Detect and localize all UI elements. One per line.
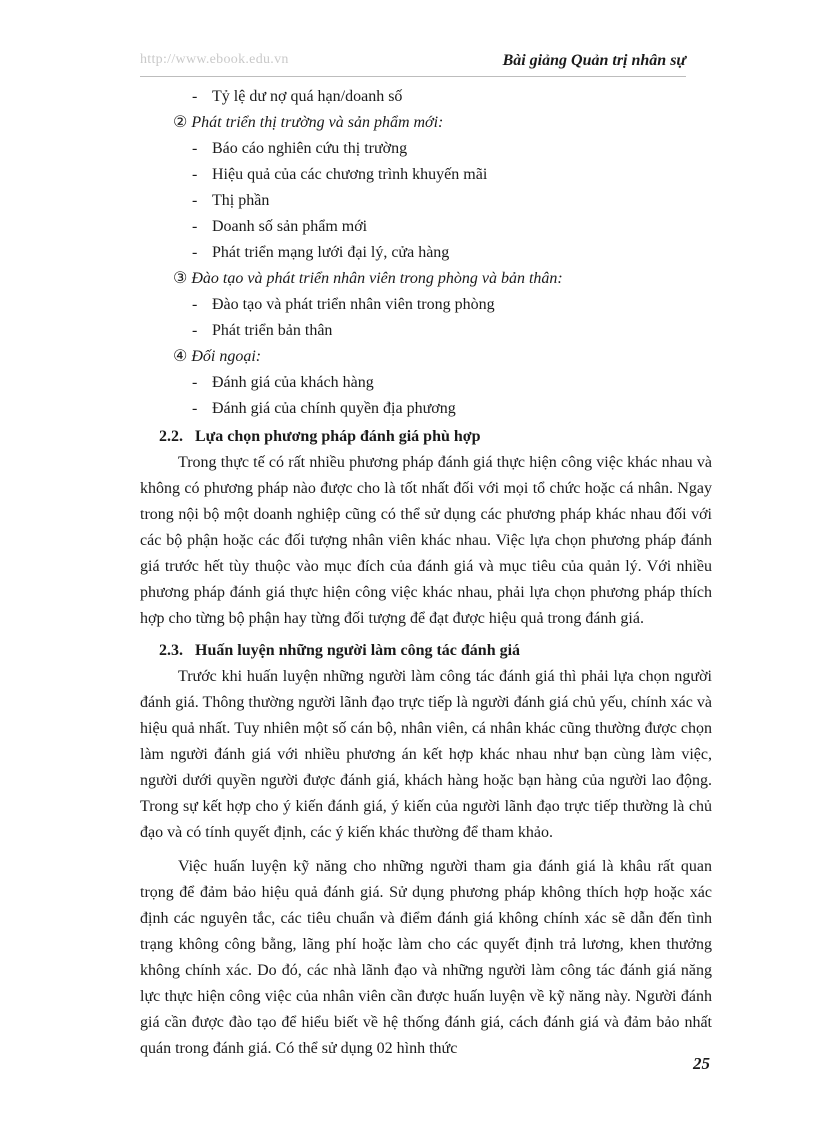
group-title: ② Phát triển thị trường và sản phẩm mới: [173,114,444,131]
list-item: - Tỷ lệ dư nợ quá hạn/doanh số [192,88,403,105]
list-item: - Đánh giá của chính quyền địa phương [192,400,456,417]
header-divider [140,76,686,77]
list-item: - Hiệu quả của các chương trình khuyến mãi [192,166,488,183]
paragraph: Trong thực tế có rất nhiều phương pháp đánh giá thực hiện công việc khác nhau và không có phương pháp nào được cho là tốt nhất đối với mọi tổ chức hoặc cá nhân. Ngay trong nội bộ một doanh nghiệp cũng có thể sử dụng các phương pháp khác nhau đối với các bộ phận hoặc các đối tượng nhân viên khác nhau. Việc lựa chọn phương pháp đánh giá trước hết tùy thuộc vào mục đích của đánh giá và mục tiêu của quản lý. Với nhiều phương pháp đánh giá thực hiện công việc khác nhau, phải lựa chọn phương pháp thích hợp cho từng bộ phận hay từng đối tượng để đạt được hiệu quả trong đánh giá. [140,454,712,627]
list-item: - Phát triển bản thân [192,322,333,339]
group-title: ④ Đối ngoại: [173,348,262,365]
header-watermark-url: http://www.ebook.edu.vn [140,52,289,67]
header-title: Bài giảng Quản trị nhân sự [502,52,686,69]
section-heading-2-3: 2.3. Huấn luyện những người làm công tác đánh giá [159,642,521,659]
list-item: - Báo cáo nghiên cứu thị trường [192,140,408,157]
section-heading-2-2: 2.2. Lựa chọn phương pháp đánh giá phù hợp [159,428,481,445]
paragraph: Trước khi huấn luyện những người làm công tác đánh giá thì phải lựa chọn người đánh giá. Thông thường người lãnh đạo trực tiếp là người đánh giá chủ yếu, chính xác và hiệu quả nhất. Tuy nhiên một số cán bộ, nhân viên, cá nhân khác cũng thường được chọn làm người đánh giá với nhiều phương án kết hợp khác nhau như bạn cùng làm việc, người dưới quyền người được đánh giá, khách hàng hoặc bạn hàng của người lao động. Trong sự kết hợp cho ý kiến đánh giá, ý kiến của người lãnh đạo trực tiếp thường là chủ đạo và có tính quyết định, các ý kiến khác thường để tham khảo. [140,668,712,841]
list-item: - Đánh giá của khách hàng [192,374,374,391]
page-number: 25 [693,1054,710,1073]
list-item: - Phát triển mạng lưới đại lý, cửa hàng [192,244,450,261]
page-header [140,52,686,76]
group-title: ③ Đào tạo và phát triển nhân viên trong phòng và bản thân: [173,270,563,287]
page-body [140,84,712,1062]
list-item: - Thị phần [192,192,270,209]
list-item: - Đào tạo và phát triển nhân viên trong phòng [192,296,495,313]
list-item: - Doanh số sản phẩm mới [192,218,368,235]
paragraph: Việc huấn luyện kỹ năng cho những người tham gia đánh giá là khâu rất quan trọng để đảm bảo hiệu quả đánh giá. Sử dụng phương pháp không thích hợp hoặc xác định các nguyên tắc, các tiêu chuẩn và điểm đánh giá không chính xác sẽ dẫn đến tình trạng không công bằng, lãng phí hoặc làm cho các quyết định trả lương, khen thưởng không chính xác. Do đó, các nhà lãnh đạo và những người làm công tác đánh giá năng lực thực hiện công việc của nhân viên cần được huấn luyện về kỹ năng này. Người đánh giá cần được đào tạo để hiểu biết về hệ thống đánh giá, cách đánh giá và đảm bảo nhất quán trong đánh giá. Có thể sử dụng 02 hình thức [140,858,712,1057]
